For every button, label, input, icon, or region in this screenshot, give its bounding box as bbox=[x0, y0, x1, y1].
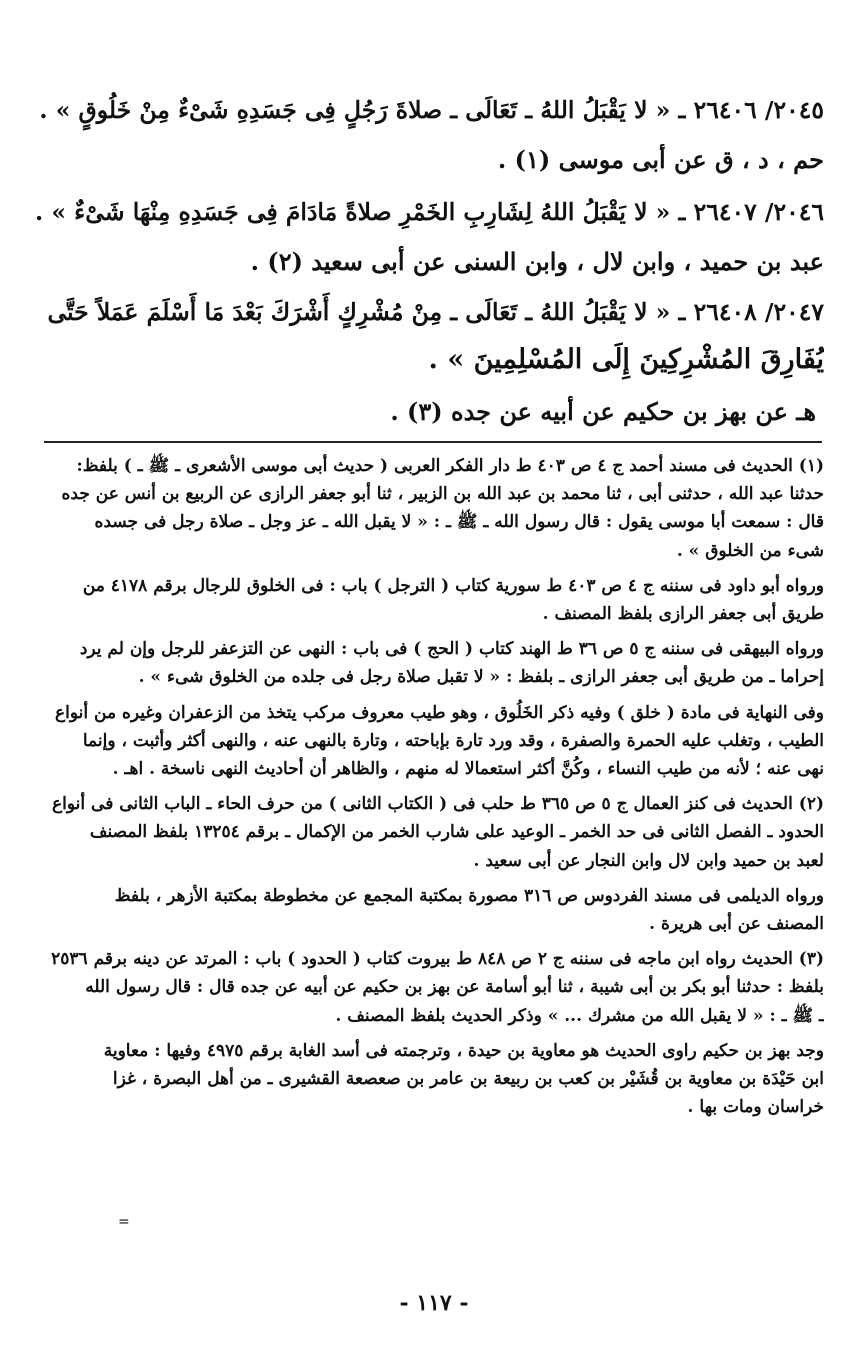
footnote-line: نهى عنه ؛ لأنه من طيب النساء ، وكُنَّ أكثر استعمالا له منهم ، والظاهر أن أحاديث النهى ناسخة . اهـ . bbox=[112, 759, 824, 780]
footnote-line: وفى النهاية فى مادة ( خلق ) وفيه ذكر الخَلُوق ، وهو طيب معروف مركب يتخذ من الزعفران وغيره من أنواع bbox=[54, 702, 824, 723]
footnote-line: بلفظ : حدثنا أبو بكر بن أبى شيبة ، ثنا أبو أسامة عن بهز بن حكيم عن أبيه عن جده قال : قال رسول الله bbox=[85, 977, 824, 998]
hadith-2045-source: حم ، د ، ق عن أبى موسى (١) . bbox=[497, 145, 824, 174]
hadith-2046-source: عبد بن حميد ، وابن لال ، وابن السنى عن أبى سعيد (٢) . bbox=[250, 247, 824, 276]
footnote-3 bbox=[34, 945, 824, 1030]
hadith-2047-text: ٢٠٤٧/ ٢٦٤٠٨ ـ « لا يَقْبَلُ اللهُ ـ تَعَالَى ـ مِنْ مُشْرِكٍ أَشْرَكَ بَعْدَ مَا أَسْلَمَ عَمَلاً حَتَّى bbox=[47, 298, 824, 326]
footnote-line: طريق أبى جعفر الرازى بلفظ المصنف . bbox=[542, 604, 824, 625]
footnote-line: (٣) الحديث رواه ابن ماجه فى سننه ج ٢ ص ٨٤٨ ط بيروت كتاب ( الحدود ) باب : المرتد عن دينه برقم ٢٥٣٦ bbox=[51, 949, 824, 970]
hadith-2045-text: ٢٠٤٥/ ٢٦٤٠٦ ـ « لا يَقْبَلُ اللهُ ـ تَعَالَى ـ صلاةَ رَجُلٍ فِى جَسَدِهِ شَىْءٌ مِنْ خَلُوقٍ » . bbox=[39, 96, 824, 124]
hadith-2047-text-continued: يُفَارِقَ المُشْرِكِينَ إِلَى المُسْلِمِينَ » . bbox=[428, 344, 824, 375]
footnote-line: ورواه البيهقى فى سننه ج ٥ ص ٣٦ ط الهند كتاب ( الحج ) فى باب : النهى عن التزعفر للرجل وإن لم يرد bbox=[79, 639, 824, 660]
hadith-2046-text: ٢٠٤٦/ ٢٦٤٠٧ ـ « لا يَقْبَلُ اللهُ لِشَارِبِ الخَمْرِ صلاةً مَادَامَ فِى جَسَدِهِ مِنْهَا شَىْءٌ » . bbox=[34, 198, 824, 226]
footnotes bbox=[34, 452, 824, 1128]
footnote-line: حدثنا عبد الله ، حدثنى أبى ، ثنا محمد بن عبد الله بن الزبير ، ثنا أبو جعفر الرازى عن الربيع بن أنس عن جده bbox=[61, 484, 824, 505]
footnote-line: ورواه الديلمى فى مسند الفردوس ص ٣١٦ مصورة بمكتبة المجمع عن مخطوطة بمكتبة الأزهر ، بلفظ bbox=[114, 885, 824, 906]
footnote-line: قال : سمعت أبا موسى يقول : قال رسول الله ـ ﷺ ـ : « لا يقبل الله ـ عز وجل ـ صلاة رجل فى جسده bbox=[94, 512, 824, 533]
footnote-1 bbox=[34, 452, 824, 565]
footnote-line: لعبد بن حميد وابن لال وابن النجار عن أبى سعيد . bbox=[473, 850, 824, 871]
footnote-3-narrator bbox=[34, 1037, 824, 1122]
footnote-line: شىء من الخلوق » . bbox=[676, 540, 824, 561]
page-number: - ١١٧ - bbox=[399, 1290, 469, 1316]
footnote-line: ـ ﷺ ـ : « لا يقبل الله من مشرك ... » وذكر الحديث بلفظ المصنف . bbox=[335, 1005, 824, 1026]
footnote-line: إحراما ـ من طريق أبى جعفر الرازى ـ بلفظ : « لا تقبل صلاة رجل فى جلده من الخلوق شىء » . bbox=[138, 667, 824, 688]
footnote-line: الحدود ـ الفصل الثانى فى حد الخمر ـ الوعيد على شارب الخمر من الإكمال ـ برقم ١٣٢٥٤ بلفظ المصنف bbox=[89, 822, 824, 843]
footnote-1-nihaya bbox=[34, 699, 824, 784]
footnote-line: ورواه أبو داود فى سننه ج ٤ ص ٤٠٣ ط سورية كتاب ( الترجل ) باب : فى الخلوق للرجال برقم ٤١٧٨ من bbox=[82, 575, 824, 596]
hadith-2047-source: هـ عن بهز بن حكيم عن أبيه عن جده (٣) . bbox=[390, 397, 816, 426]
footnote-line: (٢) الحديث فى كنز العمال ج ٥ ص ٣٦٥ ط حلب فى ( الكتاب الثانى ) من حرف الحاء ـ الباب الثانى فى أنواع bbox=[52, 794, 824, 815]
footnote-2 bbox=[34, 790, 824, 875]
footnote-line: ابن حَيْدَة بن معاوية بن قُشَيْر بن كعب بن ربيعة بن عامر بن صعصعة القشيرى ـ من أهل البصرة ، غزا bbox=[112, 1069, 824, 1090]
footnote-line: المصنف عن أبى هريرة . bbox=[649, 914, 824, 935]
footnote-line: الطيب ، وتغلب عليه الحمرة والصفرة ، وقد ورد تارة بإباحته ، وتارة بالنهى عنه ، والنهى أكثر وأثبت ، وإنما bbox=[82, 730, 824, 751]
footnote-2-daylami bbox=[34, 882, 824, 938]
footnote-line: وجد بهز بن حكيم راوى الحديث هو معاوية بن حيدة ، وترجمته فى أسد الغابة برقم ٤٩٧٥ وفيها : معاوية bbox=[103, 1040, 824, 1061]
stray-mark: = bbox=[118, 1214, 130, 1230]
footnote-line: (١) الحديث فى مسند أحمد ج ٤ ص ٤٠٣ ط دار الفكر العربى ( حديث أبى موسى الأشعرى ـ ﷺ ـ ) بلفظ: bbox=[76, 456, 824, 476]
footnote-line: خراسان ومات بها . bbox=[687, 1097, 824, 1118]
footnote-divider bbox=[44, 441, 822, 443]
footnote-1-bayhaqi bbox=[34, 635, 824, 691]
footnote-1-abudawud bbox=[34, 572, 824, 628]
